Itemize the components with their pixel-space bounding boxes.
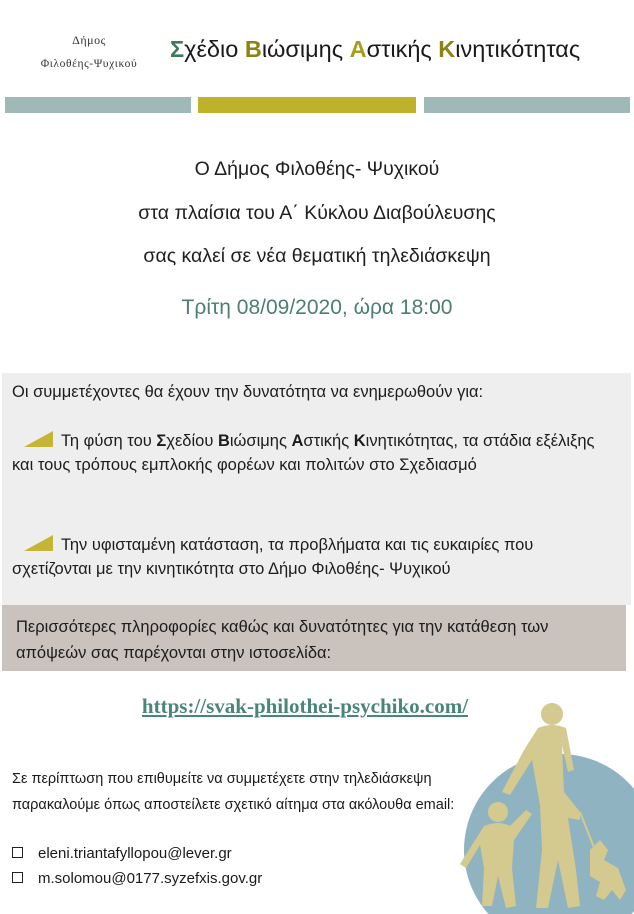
bullet-1-initial: Α bbox=[291, 432, 304, 450]
bullet-1-initial: Κ bbox=[353, 432, 366, 450]
info-bullet-2 bbox=[12, 533, 612, 581]
event-date: Τρίτη 08/09/2020, ώρα 18:00 bbox=[181, 296, 453, 319]
website-link[interactable]: https://svak-philothei-psychiko.com/ bbox=[141, 694, 469, 718]
email-link[interactable]: m.solomou@0177.syzefxis.gov.gr bbox=[38, 870, 263, 887]
info-lead: Οι συμμετέχοντες θα έχουν την δυνατότητα να ενημερωθούν για: bbox=[12, 383, 484, 401]
info-bullet-1 bbox=[12, 429, 612, 477]
intro-line-3: σας καλεί σε νέα θεματική τηλεδιάσκεψη bbox=[143, 245, 491, 267]
title-word: ιώσιμης bbox=[261, 36, 350, 62]
more-info-strip bbox=[2, 605, 626, 671]
title-word: χέδιο bbox=[184, 36, 245, 62]
intro-line-2: στα πλαίσια του Α΄ Κύκλου Διαβούλευσης bbox=[138, 202, 496, 224]
logo-line-1: Δήμος bbox=[72, 33, 106, 47]
bullet-1-word: ιώσιμης bbox=[229, 432, 292, 450]
bullet-1-pre: Τη φύση του bbox=[61, 432, 157, 450]
logo-line-2: Φιλοθέης-Ψυχικού bbox=[40, 58, 138, 70]
email-item bbox=[12, 845, 232, 862]
title-initial: Κ bbox=[438, 36, 456, 62]
title-initial: Α bbox=[349, 36, 367, 62]
email-link[interactable]: eleni.triantafyllopou@lever.gr bbox=[38, 845, 232, 862]
triangle-bullet-icon bbox=[24, 535, 53, 551]
checkbox-bullet-icon bbox=[12, 872, 23, 883]
contact-text: Σε περίπτωση που επιθυμείτε να συμμετέχετε στην τηλεδιάσκεψη παρακαλούμε όπως αποστείλετε σχετικό αίτημα στα ακόλουθα email: bbox=[12, 771, 455, 813]
page-title bbox=[170, 36, 634, 63]
family-illustration bbox=[440, 700, 634, 914]
bullet-1-word: χεδίου bbox=[166, 432, 218, 450]
checkbox-bullet-icon bbox=[12, 847, 23, 858]
title-initial: Σ bbox=[170, 36, 185, 62]
bullet-2-text: Την υφισταμένη κατάσταση, τα προβλήματα και τις ευκαιρίες που σχετίζονται με την κινητικότητα στο Δήμο Φιλοθέης- Ψυχικού bbox=[12, 536, 534, 578]
bullet-1-initial: Σ bbox=[156, 432, 167, 450]
municipality-logo bbox=[14, 28, 164, 76]
header-bar-center bbox=[198, 97, 416, 113]
title-word: στικής bbox=[366, 36, 439, 62]
bullet-1-word: στικής bbox=[303, 432, 354, 450]
more-info-text: Περισσότερες πληροφορίες καθώς και δυνατότητες για την κατάθεση των απόψεών σας παρέχονται στην ιστοσελίδα: bbox=[16, 618, 549, 662]
bullet-1-initial: Β bbox=[217, 432, 230, 450]
triangle-bullet-icon bbox=[24, 431, 53, 447]
info-box bbox=[2, 373, 631, 605]
header-bar-right bbox=[424, 97, 630, 113]
title-word: ινητικότητας bbox=[455, 36, 581, 62]
title-initial: Β bbox=[244, 36, 262, 62]
bullet-1-post: , τα στάδια εξέλιξης και τους τρόπους εμπλοκής φορέων και πολιτών στο Σχεδιασμό bbox=[12, 432, 595, 474]
email-item bbox=[12, 870, 262, 887]
intro-line-1: Ο Δήμος Φιλοθέης- Ψυχικού bbox=[194, 158, 440, 180]
header-bar-left bbox=[5, 97, 191, 113]
bullet-1-word: ινητικότητας bbox=[365, 432, 454, 450]
